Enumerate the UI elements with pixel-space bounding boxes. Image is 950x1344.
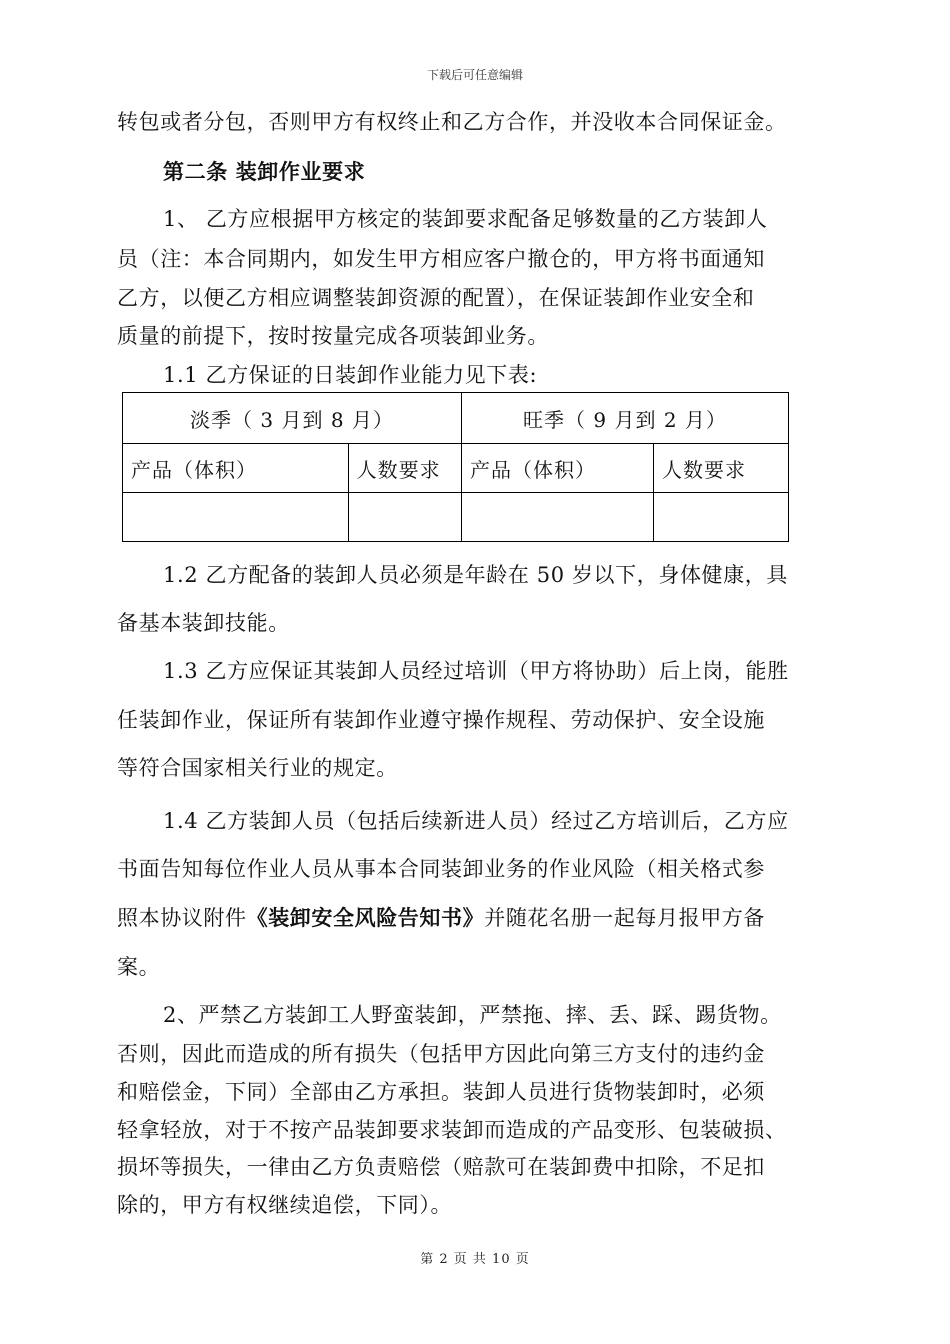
paragraph-line: 备基本装卸技能。 <box>117 611 290 635</box>
paragraph-line: 1.3 乙方应保证其装卸人员经过培训（甲方将协助）后上岗，能胜 <box>163 659 789 683</box>
product-volume-header-2: 产品（体积） <box>462 444 654 493</box>
table-row <box>123 444 789 493</box>
table-cell <box>462 493 654 542</box>
paragraph-line: 2、严禁乙方装卸工人野蛮装卸，严禁拖、摔、丢、踩、踢货物。 <box>163 1003 782 1027</box>
paragraph-line: 乙方，以便乙方相应调整装卸资源的配置），在保证装卸作业安全和 <box>117 286 755 310</box>
text-segment: 并随花名册一起每月报甲方备 <box>484 906 766 930</box>
table-row <box>123 393 789 444</box>
text-segment: 照本协议附件 <box>117 906 247 930</box>
peak-season-header: 旺季（ 9 月到 2 月） <box>462 393 789 444</box>
annex-title: 《装卸安全风险告知书》 <box>246 905 485 930</box>
page-header-note: 下载后可任意编辑 <box>426 68 523 82</box>
paragraph-line: 否则，因此而造成的所有损失（包括甲方因此向第三方支付的违约金 <box>117 1042 765 1066</box>
paragraph-line: 员（注：本合同期内，如发生甲方相应客户撤仓的，甲方将书面通知 <box>117 247 765 271</box>
table-cell <box>123 493 349 542</box>
section-heading: 第二条 装卸作业要求 <box>163 159 366 184</box>
table-cell <box>654 493 789 542</box>
page-number-footer: 第 2 页 共 10 页 <box>420 1252 530 1267</box>
paragraph-line: 书面告知每位作业人员从事本合同装卸业务的作业风险（相关格式参 <box>117 857 765 881</box>
paragraph-line: 损坏等损失，一律由乙方负责赔偿（赔款可在装卸费中扣除，不足扣 <box>117 1155 765 1179</box>
paragraph-line: 1.1 乙方保证的日装卸作业能力见下表: <box>163 363 538 387</box>
product-volume-header: 产品（体积） <box>123 444 349 493</box>
paragraph-line: 除的，甲方有权继续追偿，下同）。 <box>117 1193 453 1217</box>
paragraph-line: 质量的前提下，按时按量完成各项装卸业务。 <box>117 324 549 348</box>
paragraph-line: 1.2 乙方配备的装卸人员必须是年龄在 50 岁以下，身体健康，具 <box>163 563 788 587</box>
table-cell <box>348 493 461 542</box>
paragraph-line: 轻拿轻放，对于不按产品装卸要求装卸而造成的产品变形、包装破损、 <box>117 1118 787 1142</box>
paragraph-line: 和赔偿金，下同）全部由乙方承担。装卸人员进行货物装卸时，必须 <box>117 1080 765 1104</box>
capacity-table <box>122 392 789 542</box>
paragraph-line: 转包或者分包，否则甲方有权终止和乙方合作，并没收本合同保证金。 <box>117 110 787 134</box>
paragraph-line: 等符合国家相关行业的规定。 <box>117 756 398 780</box>
headcount-header-2: 人数要求 <box>654 444 789 493</box>
headcount-header: 人数要求 <box>348 444 461 493</box>
table-row <box>123 493 789 542</box>
paragraph-line <box>117 903 847 933</box>
off-season-header: 淡季（ 3 月到 8 月） <box>123 393 462 444</box>
paragraph-line: 1、 乙方应根据甲方核定的装卸要求配备足够数量的乙方装卸人 <box>163 207 768 231</box>
paragraph-line: 任装卸作业，保证所有装卸作业遵守操作规程、劳动保护、安全设施 <box>117 708 765 732</box>
paragraph-line: 1.4 乙方装卸人员（包括后续新进人员）经过乙方培训后，乙方应 <box>163 809 789 833</box>
paragraph-line: 案。 <box>117 955 161 979</box>
